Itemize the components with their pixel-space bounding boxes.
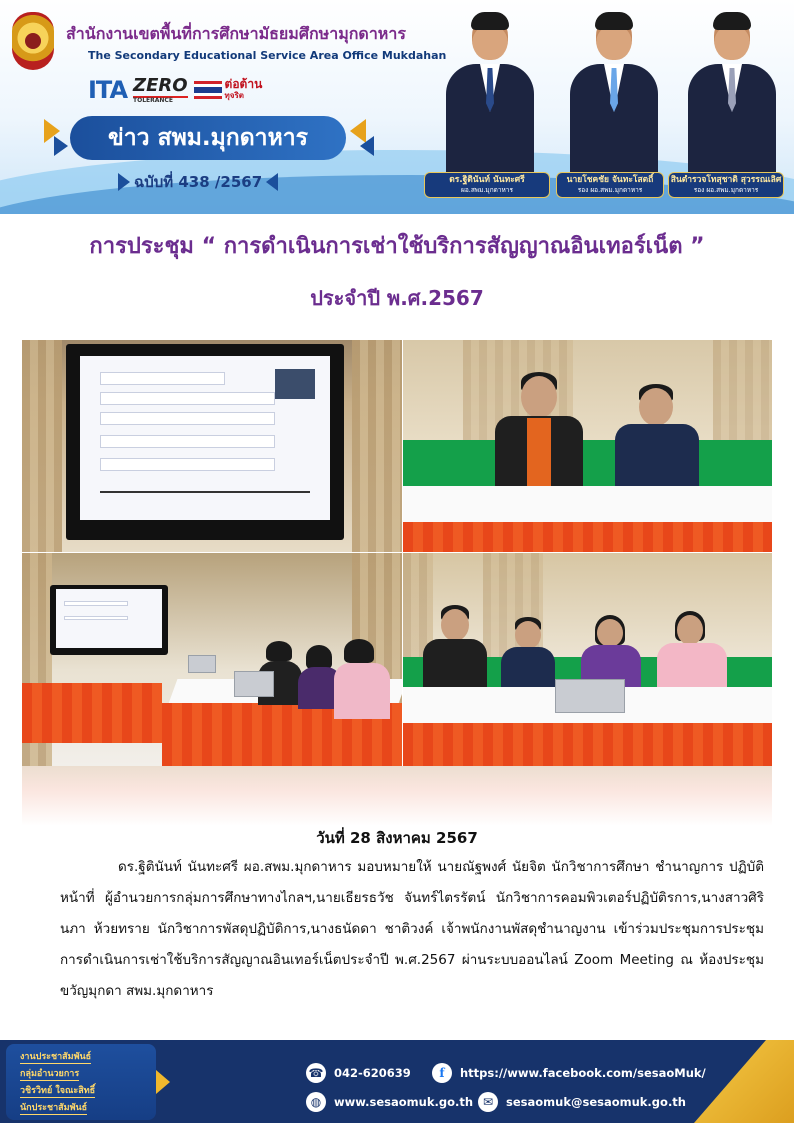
- chevron-right-icon: [54, 136, 68, 156]
- facebook-icon: f: [432, 1063, 452, 1083]
- header-banner: [0, 0, 794, 214]
- news-body-text: ดร.ฐิตินันท์ นันทะศรี ผอ.สพม.มุกดาหาร มอบหมายให้ นายณัฐพงศ์ นัยจิต นักวิชาการศึกษา ชำนาญการ ปฏิบัติหน้าที่ ผู้อำนวยการกลุ่มการศึกษาทางไกลฯ,นายเธียรธวัช จันทร์ไตรรัตน์ นักวิชาการคอมพิวเตอร์ปฏิบัติรการ,นางสาวศิรินภา ห้วยทราย นักวิชาการพัสดุปฏิบัติการ,นางธนัดดา ชาติวงค์ เจ้าพนักงานพัสดุชำนาญงาน เข้าร่วมประชุมการประชุม การดำเนินการเช่าใช้บริการสัญญาณอินเทอร์เน็ตประจำปี พ.ศ.2567 ผ่านระบบออนไลน์ Zoom Meeting ณ ห้องประชุมขวัญมุกดา สพม.มุกดาหาร: [60, 859, 764, 999]
- pr-department-box: งานประชาสัมพันธ์ กลุ่มอำนวยการ วชิรวิทย์ ใจณะสิทธิ์ นักประชาสัมพันธ์: [6, 1044, 156, 1120]
- event-date: วันที่ 28 สิงหาคม 2567: [316, 829, 478, 847]
- phone-icon: ☎: [306, 1063, 326, 1083]
- chevron-left-icon: [360, 136, 374, 156]
- footer-gold-accent: [694, 1040, 794, 1123]
- executive-portrait: [442, 12, 538, 182]
- footer-phone: ☎ 042-620639: [306, 1063, 411, 1083]
- ita-logo: ITA: [88, 76, 128, 104]
- news-headline: การประชุม “ การดำเนินการเช่าใช้บริการสัญญาณอินเทอร์เน็ต ”: [89, 234, 705, 259]
- executive-portrait: [684, 12, 780, 182]
- thai-flag-icon: [194, 81, 222, 99]
- office-name-english: The Secondary Educational Service Area Office Mukdahan: [88, 49, 447, 62]
- office-name-thai: สำนักงานเขตพื้นที่การศึกษามัธยมศึกษามุกดาหาร: [66, 24, 406, 43]
- footer-website[interactable]: ◍ www.sesaomuk.go.th: [306, 1092, 473, 1112]
- photo-reflection: [22, 766, 772, 826]
- executive-nameplate: นายโชคชัย จันทะโสตถิ์ รอง ผอ.สพม.มุกดาหาร: [556, 172, 664, 198]
- triangle-right-icon: [118, 173, 130, 191]
- footer-facebook[interactable]: f https://www.facebook.com/sesaoMuk/: [432, 1063, 706, 1083]
- issue-number: ฉบับที่ 438 /2567: [118, 170, 278, 194]
- meeting-photo: [403, 340, 772, 552]
- globe-icon: ◍: [306, 1092, 326, 1112]
- footer-email[interactable]: ✉ sesaomuk@sesaomuk.go.th: [478, 1092, 686, 1112]
- news-headline-year: ประจำปี พ.ศ.2567: [310, 286, 484, 310]
- executive-nameplate: สินตำรวจโทสุชาติ สุวรรณเลิศ รอง ผอ.สพม.มุกดาหาร: [668, 172, 784, 198]
- anti-corruption-logo: ต่อต้าน ทุจริต: [194, 78, 263, 102]
- zero-tolerance-logo: ZERO TOLERANCE: [133, 75, 188, 104]
- news-title-banner: ข่าว สพม.มุกดาหาร: [70, 116, 346, 160]
- executive-nameplate: ดร.ฐิตินันท์ นันทะศรี ผอ.สพม.มุกดาหาร: [424, 172, 550, 198]
- office-seal-logo: [12, 12, 54, 70]
- meeting-photo: [22, 340, 402, 552]
- meeting-photo: [22, 553, 402, 766]
- meeting-photo: [403, 553, 772, 766]
- executive-portrait: [566, 12, 662, 182]
- arrow-right-icon: [156, 1070, 170, 1094]
- email-icon: ✉: [478, 1092, 498, 1112]
- campaign-logos: [88, 74, 262, 106]
- triangle-left-icon: [266, 173, 278, 191]
